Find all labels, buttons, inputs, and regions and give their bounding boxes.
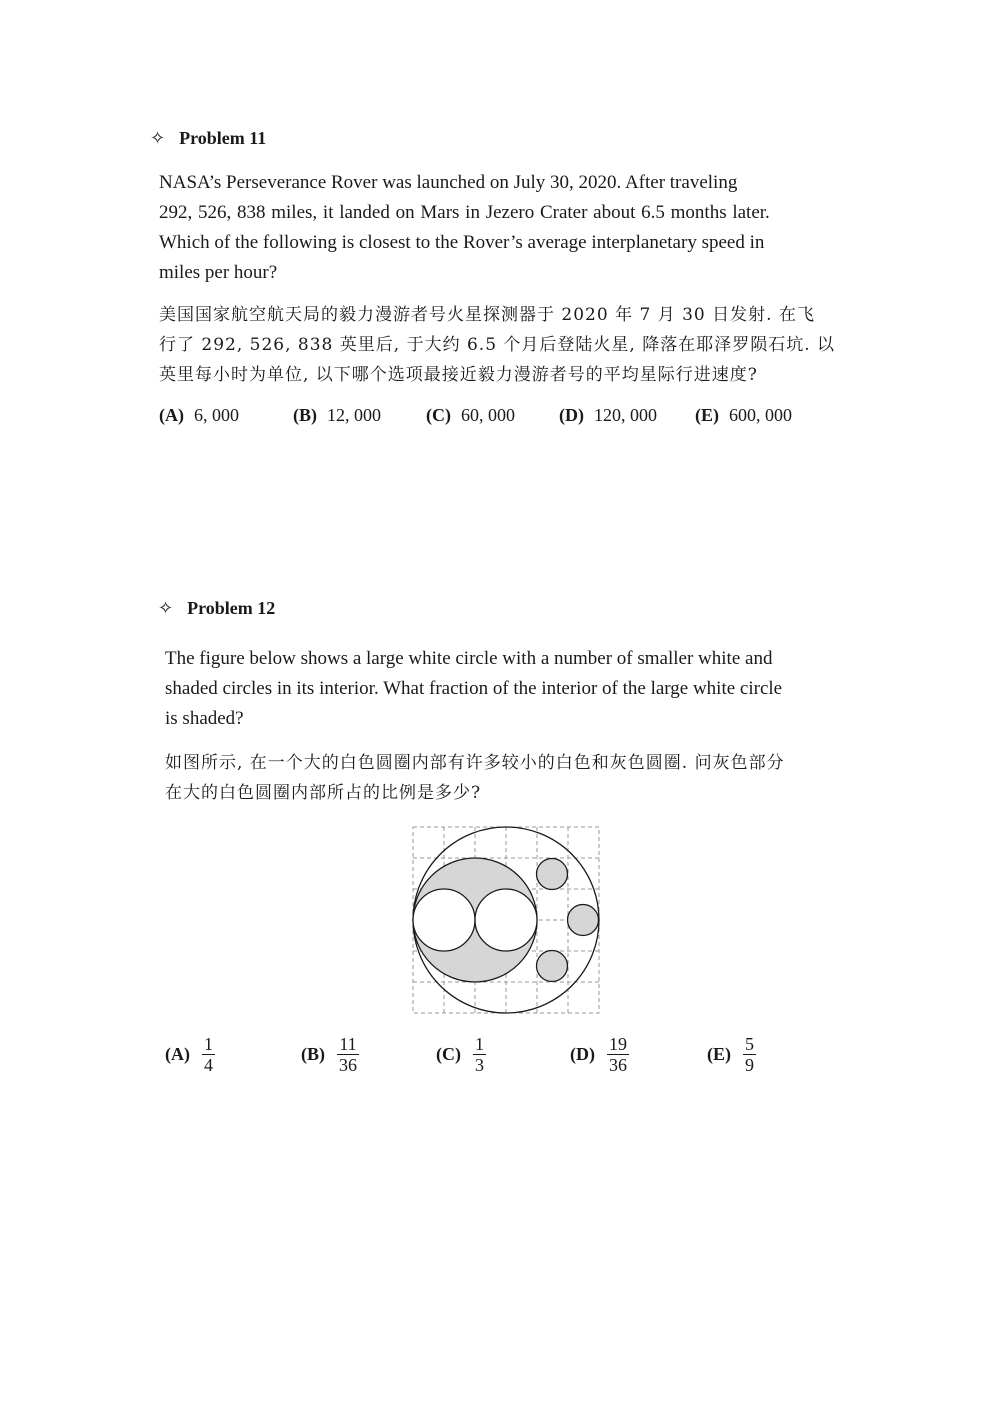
statement-line: is shaded? — [165, 708, 244, 729]
fraction — [607, 1034, 629, 1075]
choice-value: 6, 000 — [194, 405, 239, 425]
problem-11-statement — [159, 168, 770, 288]
numerator: 1 — [204, 1034, 213, 1054]
problem-11-title-text: Problem 11 — [179, 128, 267, 148]
statement-line: miles per hour? — [159, 262, 278, 283]
white-circle-left — [413, 889, 475, 951]
problem-12-title-text: Problem 12 — [187, 598, 276, 618]
choice-c[interactable] — [426, 405, 515, 426]
choice-value: 600, 000 — [729, 405, 792, 425]
choice-label: (C) — [436, 1044, 461, 1064]
choice-b[interactable] — [293, 405, 381, 426]
choice-label: (D) — [559, 405, 584, 425]
choice-b[interactable] — [301, 1034, 359, 1075]
choice-label: (E) — [707, 1044, 731, 1064]
statement-line: The figure below shows a large white circle with a number of smaller white and — [165, 648, 773, 669]
problem-11-title — [150, 128, 266, 149]
choice-d[interactable] — [559, 405, 657, 426]
choice-a[interactable] — [159, 405, 239, 426]
numerator: 1 — [475, 1034, 484, 1054]
fraction — [473, 1034, 486, 1075]
sparkle-icon: ✧ — [150, 128, 166, 148]
statement-line: NASA’s Perseverance Rover was launched on July 30, 2020. After traveling — [159, 172, 738, 193]
statement-line: Which of the following is closest to the Rover’s average interplanetary speed in — [159, 232, 765, 253]
fraction — [202, 1034, 215, 1075]
choice-label: (E) — [695, 405, 719, 425]
denominator: 36 — [339, 1055, 357, 1075]
choice-value: 60, 000 — [461, 405, 515, 425]
problem-12-chinese-statement — [165, 748, 785, 808]
choice-label: (C) — [426, 405, 451, 425]
choice-label: (B) — [293, 405, 317, 425]
zh-line: 英里每小时为单位, 以下哪个选项最接近毅力漫游者号的平均星际行进速度? — [159, 365, 758, 385]
zh-line: 行了 292, 526, 838 英里后, 于大约 6.5 个月后登陆火星, 降落在耶泽罗陨石坑. 以 — [159, 335, 836, 355]
numerator: 5 — [745, 1034, 754, 1054]
problem-11-choices — [159, 405, 859, 431]
denominator: 4 — [204, 1055, 213, 1075]
choice-value: 120, 000 — [594, 405, 657, 425]
shaded-small-circle-top — [537, 859, 568, 890]
choice-a[interactable] — [165, 1034, 215, 1075]
choice-label: (A) — [165, 1044, 190, 1064]
zh-line: 美国国家航空航天局的毅力漫游者号火星探测器于 2020 年 7 月 30 日发射. 在飞 — [159, 305, 815, 325]
choice-label: (A) — [159, 405, 184, 425]
statement-line: 292, 526, 838 miles, it landed on Mars in Jezero Crater about 6.5 months later. — [159, 202, 770, 223]
shaded-small-circle-right — [568, 905, 599, 936]
choice-label: (B) — [301, 1044, 325, 1064]
problem-12-statement — [165, 644, 782, 734]
numerator: 19 — [609, 1034, 627, 1054]
denominator: 36 — [609, 1055, 627, 1075]
circles-figure — [410, 824, 602, 1016]
fraction — [337, 1034, 359, 1075]
choice-e[interactable] — [695, 405, 792, 426]
choice-e[interactable] — [707, 1034, 756, 1075]
zh-line: 如图所示, 在一个大的白色圆圈内部有许多较小的白色和灰色圆圈. 问灰色部分 — [165, 753, 785, 773]
choice-label: (D) — [570, 1044, 595, 1064]
fraction — [743, 1034, 756, 1075]
zh-line: 在大的白色圆圈内部所占的比例是多少? — [165, 783, 482, 803]
numerator: 11 — [339, 1034, 357, 1054]
denominator: 3 — [475, 1055, 484, 1075]
denominator: 9 — [745, 1055, 754, 1075]
problem-11-chinese-statement — [159, 300, 835, 390]
statement-line: shaded circles in its interior. What fraction of the interior of the large white circle — [165, 678, 783, 699]
problem-12-choices — [165, 1034, 805, 1082]
choice-c[interactable] — [436, 1034, 486, 1075]
choice-value: 12, 000 — [327, 405, 381, 425]
choice-d[interactable] — [570, 1034, 629, 1075]
sparkle-icon: ✧ — [158, 598, 174, 618]
problem-12-title — [158, 598, 275, 619]
white-circle-center — [475, 889, 537, 951]
shaded-small-circle-bottom — [537, 951, 568, 982]
